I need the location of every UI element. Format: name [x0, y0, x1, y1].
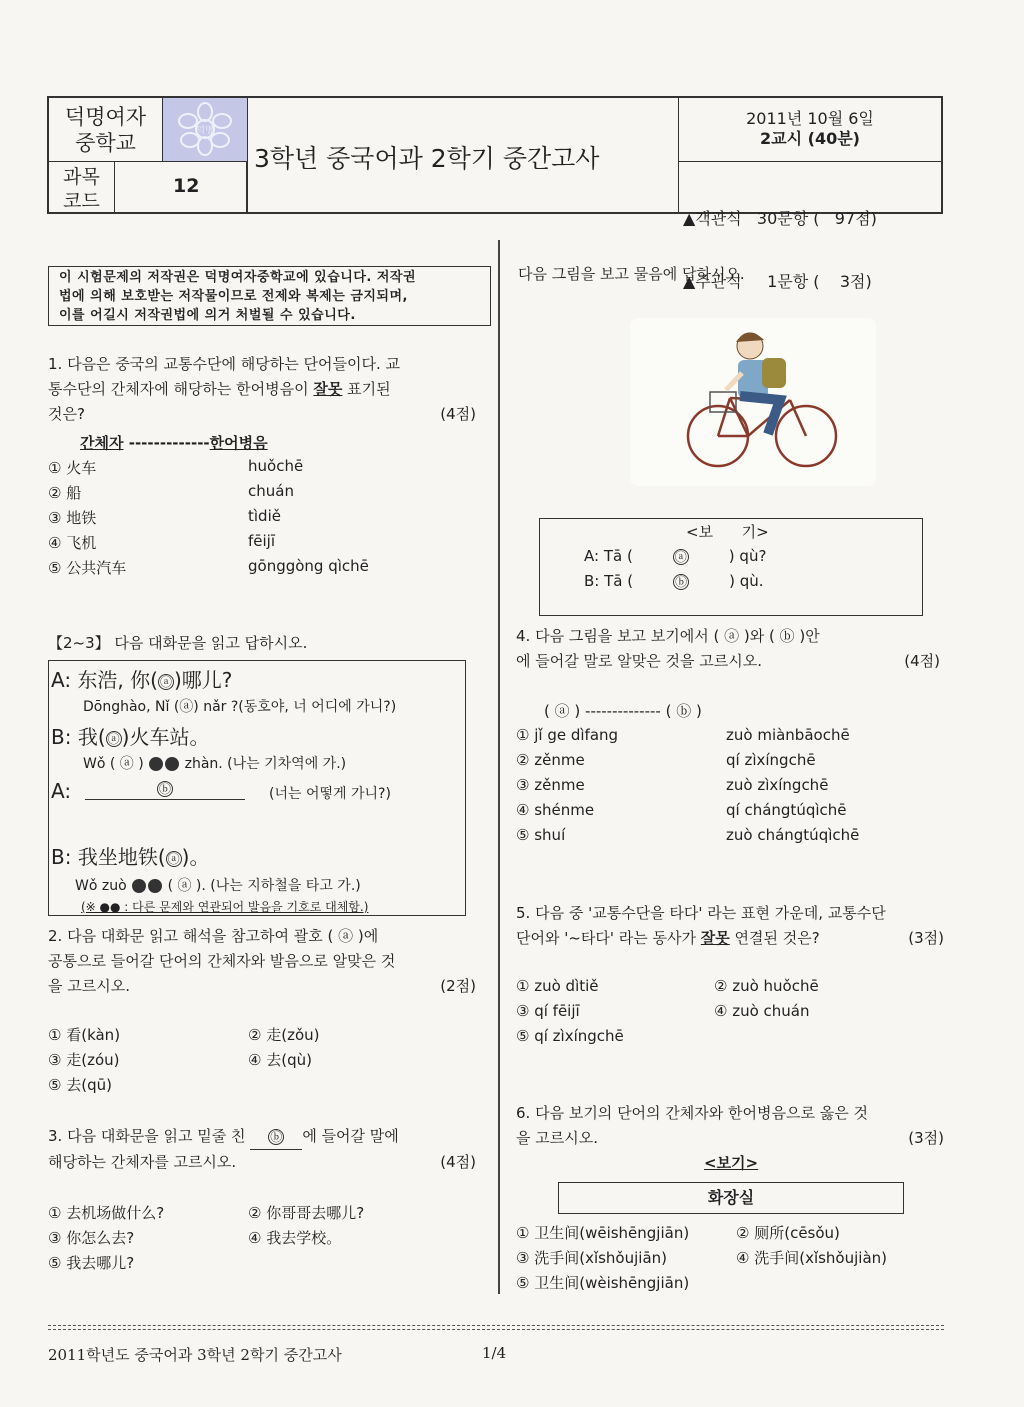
footer-page-number: 1/4 — [482, 1344, 507, 1362]
q3-option-1[interactable]: ① 去机场做什么? — [48, 1204, 165, 1222]
q3-option-4[interactable]: ④ 我去学校。 — [248, 1229, 342, 1247]
dialog-a2: A: — [51, 779, 72, 803]
q5-option-2[interactable]: ② zuò huǒchē — [714, 977, 819, 995]
q6-box-word: 화장실 — [558, 1182, 904, 1214]
q5-option-4[interactable]: ④ zuò chuán — [714, 1002, 810, 1020]
q2-option-5[interactable]: ⑤ 去(qū) — [48, 1076, 112, 1094]
question-6: 6. 다음 보기의 단어의 간체자와 한어병음으로 옳은 것 을 고르시오. (3점) — [516, 1101, 952, 1151]
column-divider — [498, 240, 500, 1294]
dialog-note: (※ ●● : 다른 문제와 연관되어 발음을 기호로 대체함.) — [81, 900, 369, 914]
q6-score: (3점) — [908, 1129, 944, 1147]
boy-riding-bicycle-icon — [630, 318, 876, 486]
school-name-line1: 덕명여자 — [64, 105, 147, 129]
q6-box-title: <보기> — [704, 1154, 759, 1172]
objective-summary: ▲객관식 30문항 ( 97점) — [683, 209, 877, 228]
dialog-a1-pinyin: Dōnghào, Nǐ (ⓐ) nǎr ?(동호야, 너 어디에 가니?) — [83, 699, 397, 715]
footer-title: 2011학년도 중국어과 3학년 2학기 중간고사 — [48, 1346, 342, 1364]
q5-option-3[interactable]: ③ qí fēijī — [516, 1002, 580, 1020]
exam-title: 3학년 중국어과 2학기 중간고사 — [247, 98, 679, 214]
q6-option-3[interactable]: ③ 洗手间(xǐshǒujiān) — [516, 1249, 668, 1267]
q1-option-1[interactable]: ① 火车 — [48, 459, 97, 477]
example-line-a: A: Tā ( ⓐ ) qù? — [584, 547, 767, 565]
question-5: 5. 다음 중 '교통수단을 타다' 라는 표현 가운데, 교통수단 단어와 '~타다' 라는 동사가 잘못 연결된 것은? (3점) — [516, 901, 952, 951]
q1-option-2[interactable]: ② 船 — [48, 484, 82, 502]
subject-code-label: 과목 코드 — [49, 162, 115, 214]
q4-header: ( ⓐ ) -------------- ( ⓑ ) — [544, 702, 702, 720]
q2-option-4[interactable]: ④ 去(qù) — [248, 1051, 312, 1069]
dialog-b1: B: 我( ⓐ )火车站。 — [51, 725, 210, 749]
q4-option-2[interactable]: ② zěnme — [516, 751, 585, 769]
example-box-title: <보 기> — [686, 523, 769, 541]
q4-option-4[interactable]: ④ shénme — [516, 801, 595, 819]
example-box — [539, 518, 923, 616]
q6-option-1[interactable]: ① 卫生间(wēishēngjiān) — [516, 1224, 690, 1242]
exam-period: 2교시 (40분) — [760, 129, 860, 148]
q4-score: (4점) — [904, 652, 940, 670]
q6-option-2[interactable]: ② 厕所(cēsǒu) — [736, 1224, 840, 1242]
dialog-a2-note: (너는 어떻게 가니?) — [269, 786, 391, 802]
q6-option-4[interactable]: ④ 洗手间(xǐshǒujiàn) — [736, 1249, 888, 1267]
school-logo — [163, 98, 247, 162]
q1-header: 간체자 -------------한어병음 — [80, 434, 268, 452]
q6-option-5[interactable]: ⑤ 卫生间(wèishēngjiān) — [516, 1274, 690, 1292]
question-summary — [683, 166, 941, 291]
exam-date-cell — [679, 98, 941, 162]
bicycle-illustration — [630, 318, 876, 486]
q23-intro: 【2~3】 다음 대화문을 읽고 답하시오. — [48, 634, 308, 652]
dialog-box — [48, 660, 466, 916]
q2-option-2[interactable]: ② 走(zǒu) — [248, 1026, 320, 1044]
right-intro: 다음 그림을 보고 물음에 답하시오. — [518, 265, 745, 283]
q2-option-1[interactable]: ① 看(kàn) — [48, 1026, 121, 1044]
school-name-line2: 중학교 — [75, 131, 136, 155]
copyright-notice: 이 시험문제의 저작권은 덕명여자중학교에 있습니다. 저작권 법에 의해 보호받는 저작물이므로 전제와 복제는 금지되며, 이를 어길시 저작권법에 의거 처벌될 수 있습니다. — [48, 266, 491, 326]
q4-option-3[interactable]: ③ zěnme — [516, 776, 585, 794]
logo-text: 덕명 — [196, 126, 214, 136]
q1-option-5[interactable]: ⑤ 公共汽车 — [48, 559, 127, 577]
question-2: 2. 다음 대화문 읽고 해석을 참고하여 괄호 ( ⓐ )에 공통으로 들어갈 단어의 간체자와 발음으로 알맞은 것 을 고르시오. (2점) — [48, 924, 488, 999]
dialog-b2-pinyin: Wǒ zuò ( ⓐ ). (나는 지하철을 타고 가.) — [75, 878, 361, 894]
q4-option-1[interactable]: ① jǐ ge dìfang — [516, 726, 619, 744]
question-4: 4. 다음 그림을 보고 보기에서 ( ⓐ )와 ( ⓑ )안 에 들어갈 말로 알맞은 것을 고르시오. (4점) — [516, 624, 948, 674]
q3-option-5[interactable]: ⑤ 我去哪儿? — [48, 1254, 135, 1272]
q5-score: (3점) — [908, 929, 944, 947]
dialog-b1-pinyin: Wǒ ( ⓐ ) zhàn. (나는 기차역에 가.) — [83, 756, 347, 772]
school-name-cell — [49, 98, 163, 162]
subjective-summary: ▲주관식 1문항 ( 3점) — [683, 272, 872, 291]
question-1: 1. 다음은 중국의 교통수단에 해당하는 단어들이다. 교 통수단의 간체자에 해당하는 한어병음이 잘못 표기된 것은? (4점) — [48, 352, 488, 427]
q1-score: (4점) — [440, 405, 476, 423]
q3-option-2[interactable]: ② 你哥哥去哪儿? — [248, 1204, 365, 1222]
q3-option-3[interactable]: ③ 你怎么去? — [48, 1229, 135, 1247]
q4-option-5[interactable]: ⑤ shuí — [516, 826, 566, 844]
q2-score: (2점) — [440, 977, 476, 995]
question-3: 3. 다음 대화문을 읽고 밑줄 친 ⓑ 에 들어갈 말에 해당하는 간체자를 고르시오. (4점) — [48, 1124, 488, 1175]
subject-code: 12 — [115, 162, 247, 214]
dialog-blank-b: ⓑ — [158, 781, 171, 796]
example-line-b: B: Tā ( ⓑ ) qù. — [584, 572, 764, 590]
dialog-a1: A: 东浩, 你( ⓐ )哪儿? — [51, 668, 233, 692]
school-emblem-icon — [163, 98, 247, 162]
q2-option-3[interactable]: ③ 走(zóu) — [48, 1051, 120, 1069]
q3-score: (4점) — [440, 1153, 476, 1171]
q1-option-3[interactable]: ③ 地铁 — [48, 509, 97, 527]
q5-option-5[interactable]: ⑤ qí zìxíngchē — [516, 1027, 624, 1045]
q1-option-4[interactable]: ④ 飞机 — [48, 534, 97, 552]
footer-rule — [48, 1325, 944, 1326]
q5-option-1[interactable]: ① zuò dìtiě — [516, 977, 599, 995]
exam-date: 2011년 10월 6일 — [746, 109, 874, 128]
dialog-b2: B: 我坐地铁( ⓐ )。 — [51, 845, 210, 869]
